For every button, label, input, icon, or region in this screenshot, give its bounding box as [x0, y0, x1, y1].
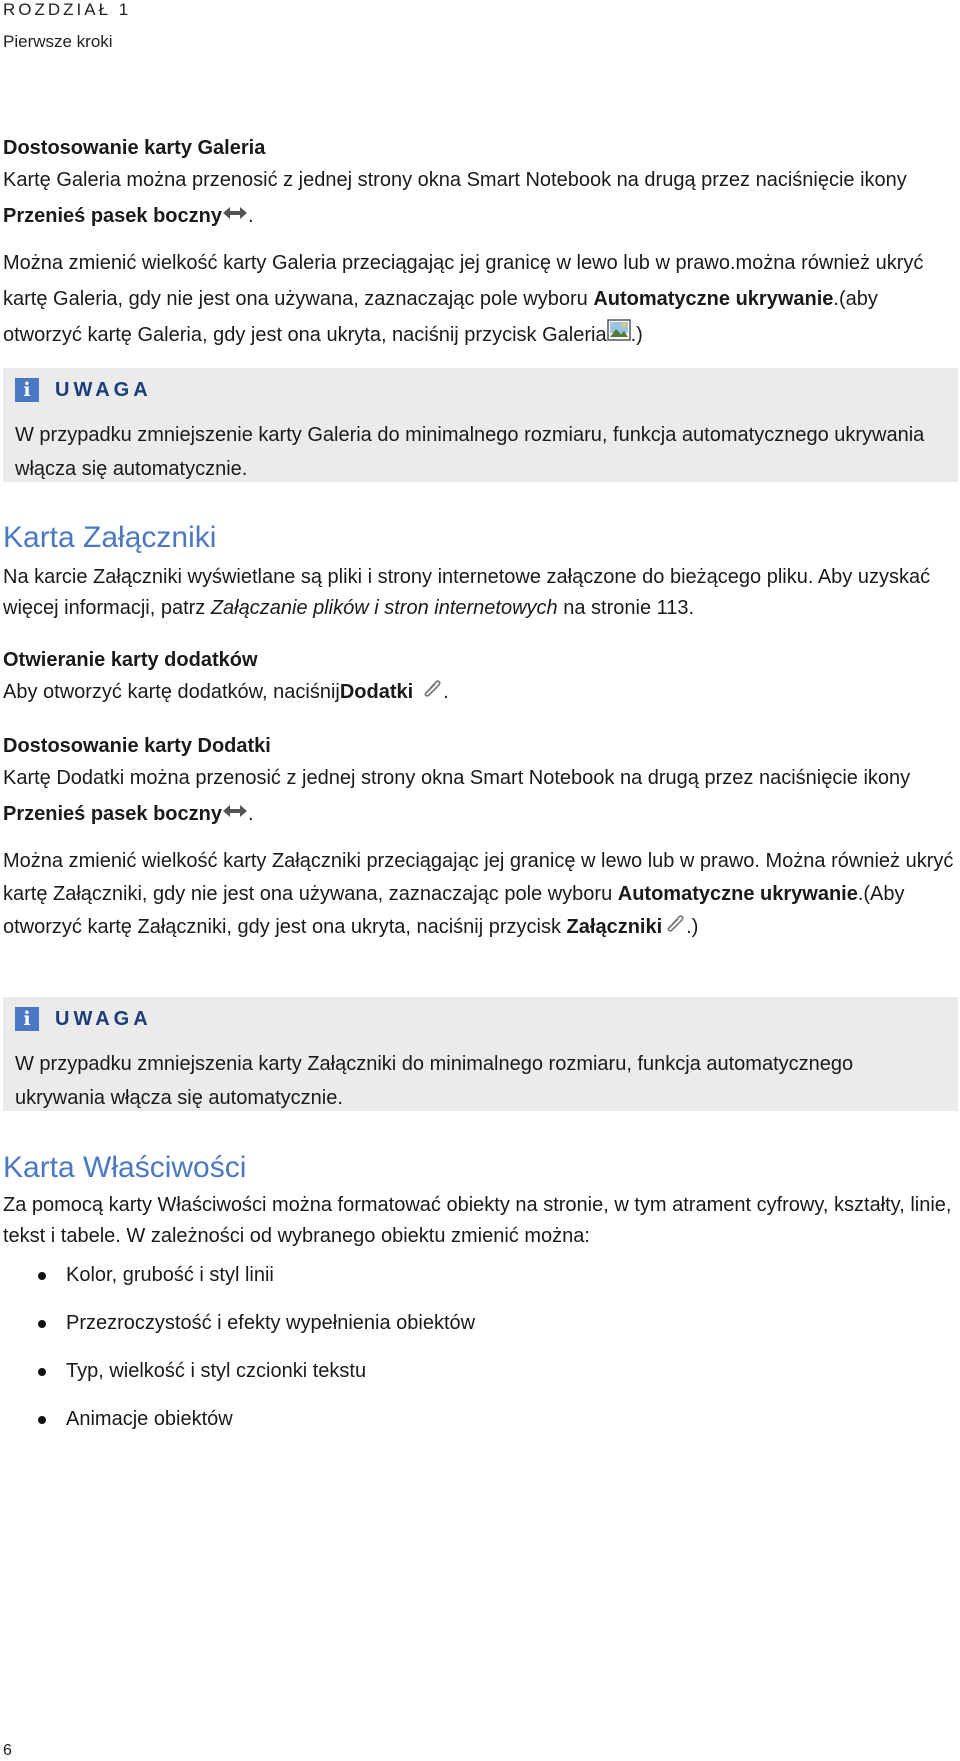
properties-section	[3, 1150, 958, 1252]
double-arrow-icon	[222, 796, 248, 832]
gallery-move-paragraph: Kartę Galeria można przenosić z jednej strony okna Smart Notebook na drugą przez naciśnięcie ikony Przenieś pasek boczny .	[3, 162, 958, 234]
note-box	[3, 368, 958, 482]
note-title: UWAGA	[55, 378, 152, 401]
note-text: W przypadku zmniejszenie karty Galeria do minimalnego rozmiaru, funkcja automatycznego ukrywania włącza się automatycznie.	[15, 424, 925, 480]
gallery-resize-paragraph: Można zmienić wielkość karty Galeria przeciągając jej granicę w lewo lub w prawo.można również ukryć kartę Galeria, gdy nie jest ona używana, zaznaczając pole wyboru Automatyczne ukrywanie.(aby otworzyć kartę Galeria, gdy jest ona ukryta, naciśnij przycisk Galeria .)	[3, 245, 958, 353]
paperclip-icon	[419, 674, 443, 710]
attachments-resize-paragraph: Można zmienić wielkość karty Załączniki przeciągając jej granicę w lewo lub w prawo. Można również ukryć kartę Załączniki, gdy nie jest ona używana, zaznaczając pole wyboru Automatyczne ukrywanie.(Aby otworzyć kartę Załączniki, gdy jest ona ukryta, naciśnij przycisk Załączniki .)	[3, 845, 958, 944]
gallery-customize-section	[3, 136, 958, 234]
note-box	[3, 997, 958, 1111]
gallery-customize-heading: Dostosowanie karty Galeria	[3, 137, 266, 159]
section-title: Karta Właściwości	[3, 1151, 247, 1184]
info-icon: i	[15, 378, 39, 402]
properties-list	[34, 1263, 934, 1455]
list-item: Typ, wielkość i styl czcionki tekstu	[34, 1359, 934, 1407]
attachments-intro: Na karcie Załączniki wyświetlane są pliki i strony internetowe załączone do bieżącego pliku. Aby uzyskać więcej informacji, patrz Załączanie plików i stron internetowych na stronie 113.	[3, 566, 931, 619]
info-icon: i	[15, 1007, 39, 1031]
note-text: W przypadku zmniejszenia karty Załączniki do minimalnego rozmiaru, funkcja automatycznego ukrywania włącza się automatycznie.	[15, 1053, 854, 1109]
open-heading: Otwieranie karty dodatków	[3, 649, 258, 671]
note-title: UWAGA	[55, 1007, 152, 1030]
paperclip-icon	[662, 911, 686, 944]
cross-reference-link[interactable]: Załączanie plików i stron internetowych	[210, 597, 558, 619]
adjust-heading: Dostosowanie karty Dodatki	[3, 735, 271, 757]
attachments-open-section: Otwieranie karty dodatków Aby otworzyć kartę dodatków, naciśnijDodatki .	[3, 648, 958, 710]
chapter-subtitle: Pierwsze kroki	[3, 32, 113, 51]
list-item: Animacje obiektów	[34, 1407, 934, 1455]
chapter-label: ROZDZIAŁ 1	[3, 0, 132, 19]
page-number: 6	[3, 1742, 12, 1759]
attachments-customize-section: Dostosowanie karty Dodatki Kartę Dodatki można przenosić z jednej strony okna Smart Notebook na drugą przez naciśnięcie ikony Przenieś pasek boczny .	[3, 734, 958, 832]
double-arrow-icon	[222, 198, 248, 234]
attachments-section	[3, 520, 958, 624]
section-title: Karta Załączniki	[3, 521, 217, 554]
list-item: Przezroczystość i efekty wypełnienia obiektów	[34, 1311, 934, 1359]
properties-intro: Za pomocą karty Właściwości można formatować obiekty na stronie, w tym atrament cyfrowy, kształty, linie, tekst i tabele. W zależności od wybranego obiektu zmienić można:	[3, 1194, 952, 1247]
gallery-image-icon	[607, 317, 631, 353]
list-item: Kolor, grubość i styl linii	[34, 1263, 934, 1311]
